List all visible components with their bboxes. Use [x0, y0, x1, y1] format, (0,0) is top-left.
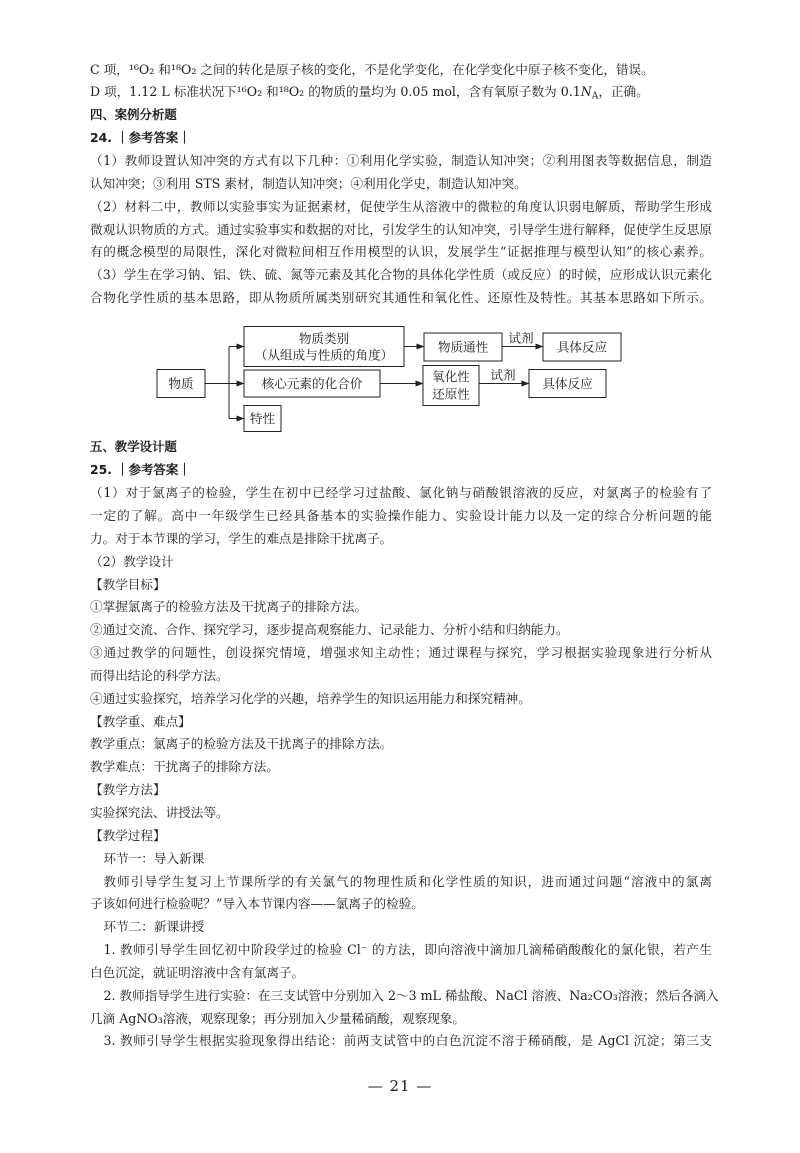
step-1-text-line: 子该如何进行检验呢？”导入本节课内容——氯离子的检验。 [90, 896, 424, 912]
reaction-label-middle: 具体反应 [542, 375, 593, 391]
section-heading-teaching-design: 五、教学设计题 [90, 439, 177, 455]
option-d-text: D 项，1.12 L 标准状况下¹⁶O₂ 和¹⁸O₂ 的物质的量均为 0.05 mol，含有氧原子数为 0.1 [90, 84, 581, 100]
step-2-item: 1. 教师引导学生回忆初中阶段学过的检验 Cl⁻ 的方法，即向溶液中滴加几滴稀硝酸酸化的氯化银，若产生 [103, 942, 712, 958]
step-2-title: 环节二：新课讲授 [103, 919, 205, 935]
reagent-label-middle: 试剂 [490, 367, 516, 383]
special-properties-label: 特性 [249, 410, 276, 426]
option-c-explanation: C 项，¹⁶O₂ 和¹⁸O₂ 之间的转化是原子核的变化，不是化学变化，在化学变化中原子核不变化，错误。 [90, 61, 654, 77]
objective-item: ④通过实验探究，培养学习化学的兴趣，培养学生的知识运用能力和探究精神。 [90, 690, 531, 706]
redox-label-reducing: 还原性 [432, 386, 470, 402]
q24-part1-line: 认知冲突；③利用 STS 素材，制造认知冲突；④利用化学史，制造认知冲突。 [90, 175, 527, 191]
q24-part1-line: （1）教师设置认知冲突的方式有以下几种：①利用化学实验，制造认知冲突；②利用图表等数据信息，制造 [90, 152, 712, 168]
section-heading-case-analysis: 四、案例分析题 [90, 107, 177, 123]
key-difficult-heading: 【教学重、难点】 [90, 713, 191, 729]
step-1-title: 环节一：导入新课 [103, 850, 205, 866]
question-25-answer-label: 25. ｜参考答案｜ [90, 462, 191, 478]
q25-part1-line: 一定的了解。高中一年级学生已经具备基本的实验操作能力、实验设计能力以及一定的综合分析问题的能 [90, 508, 712, 523]
objective-item: ③通过教学的问题性，创设探究情境，增强求知主动性；通过课程与探究，学习根据实验现象进行分析从 [90, 645, 712, 661]
reagent-label-top: 试剂 [508, 330, 534, 346]
methods-text: 实验探究法、讲授法等。 [90, 804, 229, 820]
root-label: 物质 [168, 375, 194, 391]
process-heading: 【教学过程】 [90, 827, 166, 843]
step-2-item: 2. 教师指导学生进行实验：在三支试管中分别加入 2～3 mL 稀盐酸、NaCl 溶液、Na₂CO₃溶液；然后各滴入 [103, 987, 719, 1003]
objective-item: ①掌握氯离子的检验方法及干扰离子的排除方法。 [90, 599, 368, 615]
flowchart-svg [90, 310, 712, 437]
methods-heading: 【教学方法】 [90, 782, 166, 798]
difficult-point: 教学难点：干扰离子的排除方法。 [90, 759, 279, 775]
reaction-label-top: 具体反应 [556, 339, 608, 355]
key-point: 教学重点：氯离子的检验方法及干扰离子的排除方法。 [90, 736, 393, 752]
step-2-item: 3. 教师引导学生根据实验现象得出结论：前两支试管中的白色沉淀不溶于稀硝酸，是 AgCl 沉淀；第三支 [103, 1033, 712, 1049]
teaching-design-title: （2）教学设计 [90, 553, 174, 569]
q24-part2-line: 微观认识物质的方式。通过实验事实和数据的对比，引发学生的认知冲突，引导学生进行解释，促使学生反思原 [90, 221, 712, 237]
q25-part1-line: （1）对于氯离子的检验，学生在初中已经学习过盐酸、氯化钠与硝酸银溶液的反应，对氯离子的检验有了 [90, 485, 712, 501]
class-box-title: 物质类别 [298, 330, 350, 346]
q25-part1-line: 力。对于本节课的学习，学生的难点是排除干扰离子。 [90, 530, 393, 546]
redox-label-oxidizing: 氧化性 [432, 368, 470, 384]
objective-item-continued: 而得出结论的科学方法。 [90, 667, 229, 683]
general-properties-label: 物质通性 [437, 339, 489, 355]
q24-part3-line: （3）学生在学习钠、铝、铁、硫、氮等元素及其化合物的具体化学性质（或反应）的时候，应形成认识元素化 [90, 267, 712, 283]
q24-part3-line: 合物化学性质的基本思路，即从物质所属类别研究其通性和氧化性、还原性及特性。其基本思路如下所示。 [90, 290, 712, 306]
objectives-heading: 【教学目标】 [90, 576, 166, 592]
class-box-note: （从组成与性质的角度） [254, 347, 394, 363]
q24-part2-line: 有的概念模型的局限性，深化对微粒间相互作用模型的认识，发展学生“证据推理与模型认知”的核心素养。 [90, 244, 712, 260]
page-number: — 21 — [367, 1077, 433, 1095]
option-d-tail: ，正确。 [598, 84, 649, 100]
thinking-flowchart [90, 310, 712, 437]
objective-item: ②通过交流、合作、探究学习，逐步提高观察能力、记录能力、分析小结和归纳能力。 [90, 622, 569, 638]
text-column [90, 59, 719, 1054]
valence-label: 核心元素的化合价 [261, 375, 363, 391]
question-24-answer-label: 24. ｜参考答案｜ [90, 130, 191, 146]
step-2-item-continued: 几滴 AgNO₃溶液，观察现象；再分别加入少量稀硝酸，观察现象。 [90, 1010, 465, 1026]
step-2-item-continued: 白色沉淀，就证明溶液中含有氯离子。 [90, 964, 305, 980]
q24-part2-line: （2）材料二中，教师以实验事实为证据素材，促使学生从溶液中的微粒的角度认识弱电解质，帮助学生形成 [90, 198, 712, 214]
step-1-text-line: 教师引导学生复习上节课所学的有关氯气的物理性质和化学性质的知识，进而通过问题“溶液中的氯离 [103, 873, 712, 889]
avogadro-symbol: N [580, 84, 592, 100]
avogadro-subscript: A [591, 92, 599, 103]
option-d-explanation [90, 81, 712, 104]
